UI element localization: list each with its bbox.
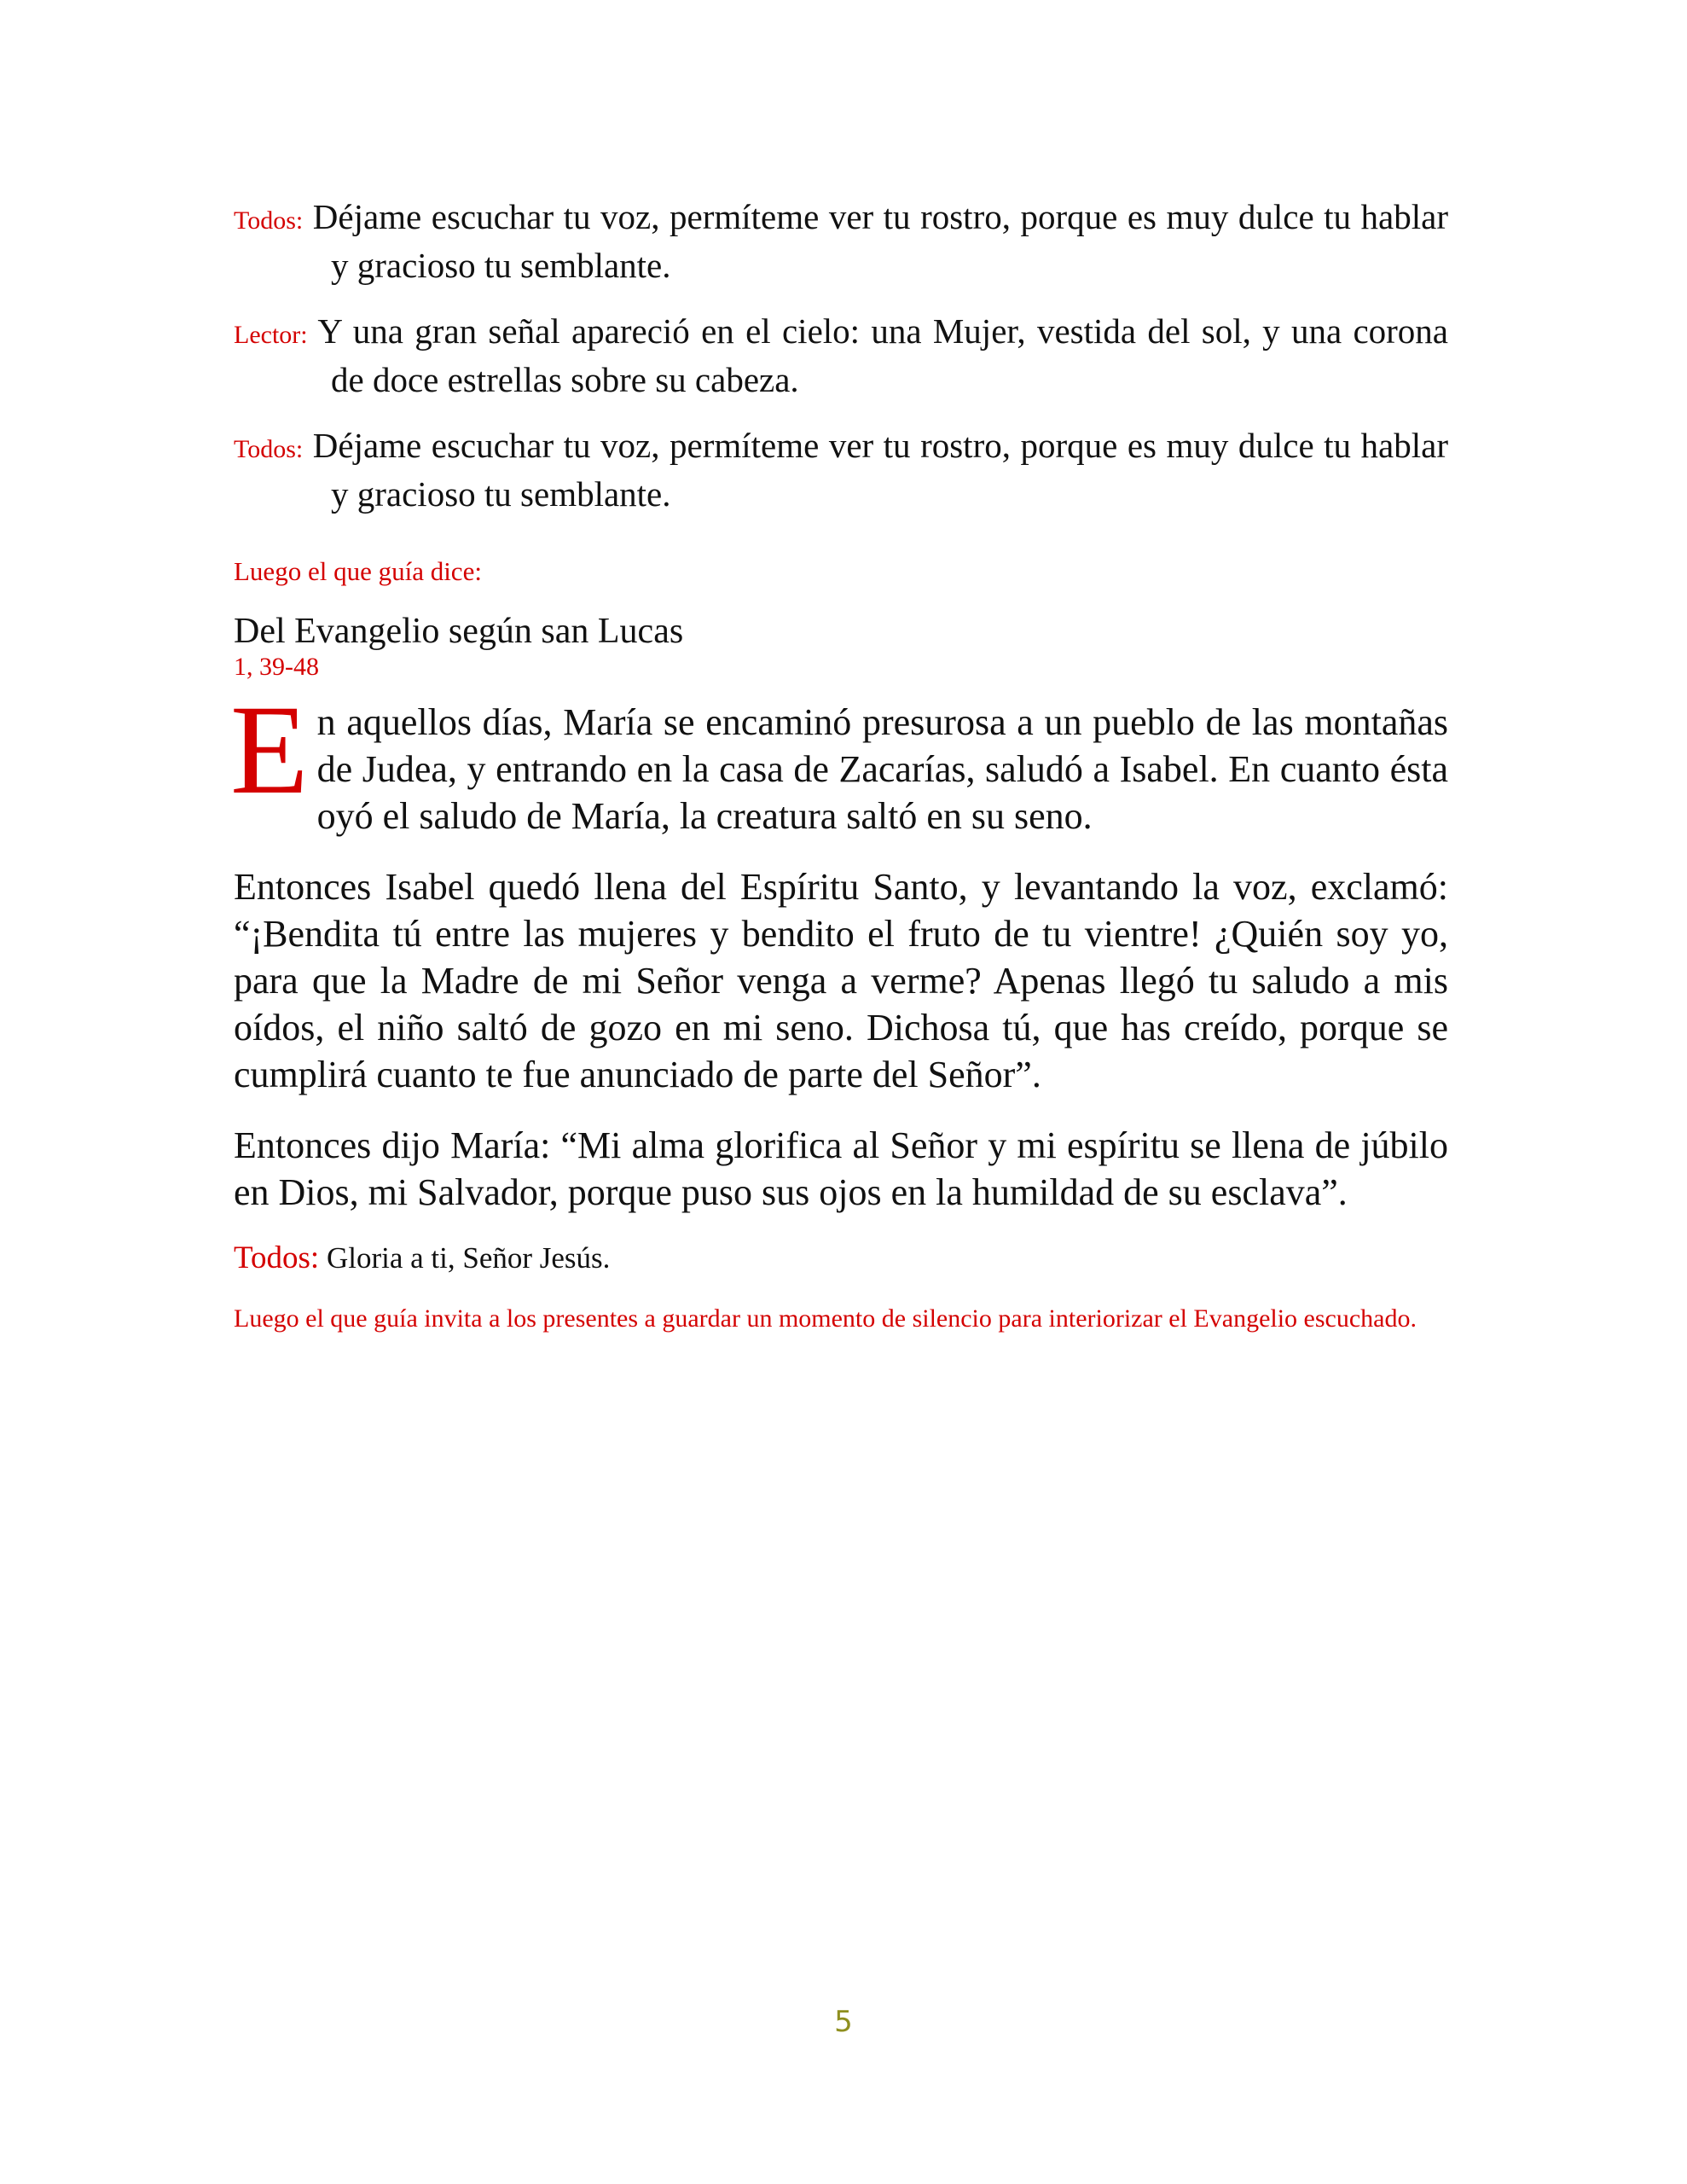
instruction-guide-says: Luego el que guía dice: bbox=[234, 556, 482, 586]
response-text: Y una gran señal apareció en el cielo: una Mujer, vestida del sol, y una corona de doce estrellas sobre su cabeza. bbox=[317, 311, 1448, 399]
response-todos-2 bbox=[234, 423, 1448, 516]
role-label: Todos: bbox=[234, 1240, 320, 1275]
response-text: Déjame escuchar tu voz, permíteme ver tu rostro, porque es muy dulce tu hablar y gracioso tu semblante. bbox=[312, 197, 1449, 285]
response-lector bbox=[234, 309, 1448, 402]
response-todos-1 bbox=[234, 195, 1448, 288]
gospel-reference: 1, 39-48 bbox=[234, 653, 319, 681]
document-page bbox=[230, 195, 1449, 1334]
paragraph-text: n aquellos días, María se encaminó presurosa a un pueblo de las montañas de Judea, y entrando en la casa de Zacarías, saludó a Isabel. En cuanto ésta oyó el saludo de María, la creatura saltó en su seno. bbox=[316, 701, 1448, 837]
instruction-silence: Luego el que guía invita a los presentes a guardar un momento de silencio para interiorizar el Evangelio escuchado. bbox=[234, 1304, 1417, 1333]
acclamation-text: Gloria a ti, Señor Jesús. bbox=[326, 1241, 611, 1275]
role-label: Lector: bbox=[234, 321, 308, 349]
gospel-paragraph-1 bbox=[230, 679, 1448, 839]
page-number: 5 bbox=[834, 2005, 853, 2039]
role-label: Todos: bbox=[234, 435, 304, 463]
gospel-paragraph-2: Entonces Isabel quedó llena del Espíritu Santo, y levantando la voz, exclamó: “¡Bendita tú entre las mujeres y bendito el fruto de tu vientre! ¿Quién soy yo, para que la Madre de mi Señor venga a verme? Apenas llegó tu saludo a mis oídos, el niño saltó de gozo en mi seno. Dichosa tú, que has creído, porque se cumplirá cuanto te fue anunciado de parte del Señor”. bbox=[234, 866, 1448, 1095]
acclamation bbox=[234, 1240, 1448, 1277]
gospel-title: Del Evangelio según san Lucas bbox=[234, 612, 684, 651]
drop-cap: E bbox=[230, 679, 309, 821]
role-label: Todos: bbox=[234, 206, 304, 235]
gospel-paragraph-3: Entonces dijo María: “Mi alma glorifica al Señor y mi espíritu se llena de júbilo en Dios, mi Salvador, porque puso sus ojos en la humildad de su esclava”. bbox=[234, 1124, 1448, 1213]
response-text: Déjame escuchar tu voz, permíteme ver tu rostro, porque es muy dulce tu hablar y gracioso tu semblante. bbox=[312, 426, 1449, 514]
